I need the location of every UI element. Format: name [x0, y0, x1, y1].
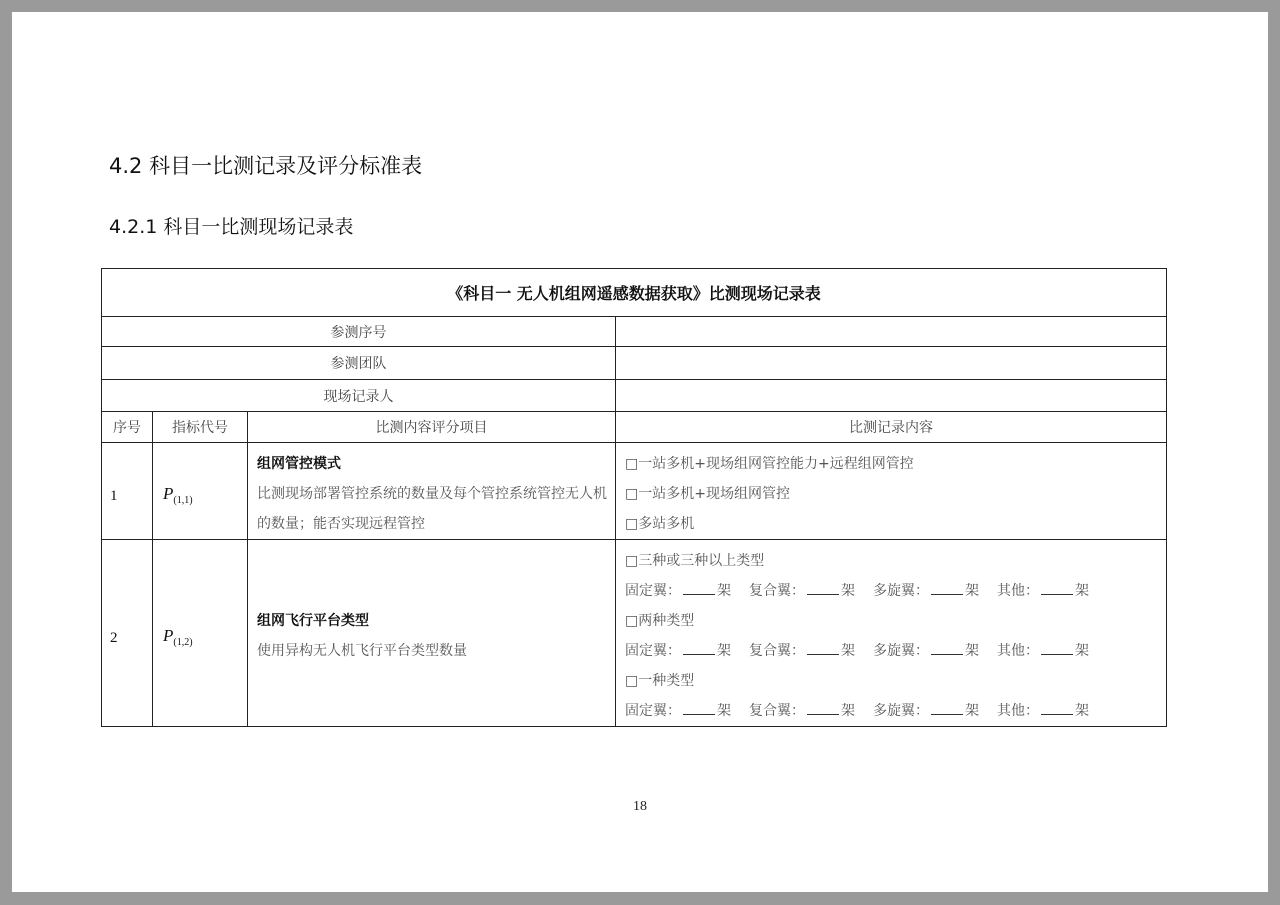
multirotor-label: 多旋翼：: [873, 583, 929, 599]
row-indicator-code: [153, 540, 248, 727]
multirotor-blank[interactable]: [931, 580, 963, 595]
item-title: 组网管控模式: [257, 456, 341, 472]
option-checkbox[interactable]: □三种或三种以上类型: [625, 553, 765, 569]
table-row: [102, 347, 1167, 380]
row-content: [248, 443, 616, 540]
fixed-wing-label: 固定翼：: [625, 643, 681, 659]
item-description: 使用异构无人机飞行平台类型数量: [257, 643, 467, 659]
other-blank[interactable]: [1041, 640, 1073, 655]
unit-label: 架: [965, 643, 979, 659]
multirotor-blank[interactable]: [931, 700, 963, 715]
composite-wing-blank[interactable]: [807, 580, 839, 595]
fixed-wing-blank[interactable]: [683, 640, 715, 655]
row-indicator-code: [153, 443, 248, 540]
other-label: 其他：: [997, 583, 1039, 599]
platform-count-line: [625, 696, 1158, 726]
table-row: [102, 443, 1167, 540]
option-checkbox[interactable]: □一站多机+现场组网管控: [625, 486, 790, 502]
row-seq: 1: [102, 443, 153, 540]
row-record: [616, 540, 1167, 727]
option-checkbox[interactable]: □一种类型: [625, 673, 695, 689]
other-label: 其他：: [997, 703, 1039, 719]
option-checkbox[interactable]: □多站多机: [625, 516, 695, 532]
option-checkbox[interactable]: □两种类型: [625, 613, 695, 629]
unit-label: 架: [1075, 583, 1089, 599]
header-seq: 序号: [102, 412, 153, 443]
participant-team-value[interactable]: [616, 347, 1167, 380]
composite-wing-label: 复合翼：: [749, 583, 805, 599]
table-header-row: [102, 412, 1167, 443]
multirotor-label: 多旋翼：: [873, 703, 929, 719]
recorder-value[interactable]: [616, 380, 1167, 412]
recorder-label: 现场记录人: [102, 380, 616, 412]
unit-label: 架: [1075, 703, 1089, 719]
unit-label: 架: [965, 703, 979, 719]
platform-count-line: [625, 576, 1158, 606]
unit-label: 架: [1075, 643, 1089, 659]
page-number: 18: [633, 799, 647, 814]
composite-wing-blank[interactable]: [807, 700, 839, 715]
indicator-letter: P: [163, 626, 174, 646]
item-description: 比测现场部署管控系统的数量及每个管控系统管控无人机的数量；能否实现远程管控: [257, 486, 607, 532]
unit-label: 架: [717, 703, 731, 719]
table-row: [102, 380, 1167, 412]
header-record: 比测记录内容: [616, 412, 1167, 443]
multirotor-label: 多旋翼：: [873, 643, 929, 659]
table-row: [102, 540, 1167, 727]
indicator-subscript: (1,1): [173, 494, 193, 506]
row-record: [616, 443, 1167, 540]
fixed-wing-label: 固定翼：: [625, 703, 681, 719]
unit-label: 架: [841, 643, 855, 659]
composite-wing-blank[interactable]: [807, 640, 839, 655]
section-heading: 4.2 科目一比测记录及评分标准表: [109, 154, 423, 178]
header-code: 指标代号: [153, 412, 248, 443]
platform-count-line: [625, 636, 1158, 666]
subsection-heading: 4.2.1 科目一比测现场记录表: [109, 216, 354, 238]
document-page: [12, 12, 1268, 892]
composite-wing-label: 复合翼：: [749, 643, 805, 659]
multirotor-blank[interactable]: [931, 640, 963, 655]
composite-wing-label: 复合翼：: [749, 703, 805, 719]
unit-label: 架: [717, 643, 731, 659]
record-table: [101, 268, 1167, 727]
row-content: [248, 540, 616, 727]
fixed-wing-label: 固定翼：: [625, 583, 681, 599]
other-label: 其他：: [997, 643, 1039, 659]
participant-number-value[interactable]: [616, 317, 1167, 347]
option-checkbox[interactable]: □一站多机+现场组网管控能力+远程组网管控: [625, 456, 914, 472]
unit-label: 架: [841, 583, 855, 599]
other-blank[interactable]: [1041, 700, 1073, 715]
row-seq: 2: [102, 540, 153, 727]
indicator-letter: P: [163, 484, 174, 504]
table-title: 《科目一 无人机组网遥感数据获取》比测现场记录表: [102, 269, 1167, 317]
item-title: 组网飞行平台类型: [257, 613, 369, 629]
table-row: [102, 317, 1167, 347]
unit-label: 架: [965, 583, 979, 599]
other-blank[interactable]: [1041, 580, 1073, 595]
unit-label: 架: [841, 703, 855, 719]
participant-number-label: 参测序号: [102, 317, 616, 347]
indicator-subscript: (1,2): [173, 636, 193, 648]
header-content: 比测内容评分项目: [248, 412, 616, 443]
unit-label: 架: [717, 583, 731, 599]
fixed-wing-blank[interactable]: [683, 700, 715, 715]
fixed-wing-blank[interactable]: [683, 580, 715, 595]
participant-team-label: 参测团队: [102, 347, 616, 380]
